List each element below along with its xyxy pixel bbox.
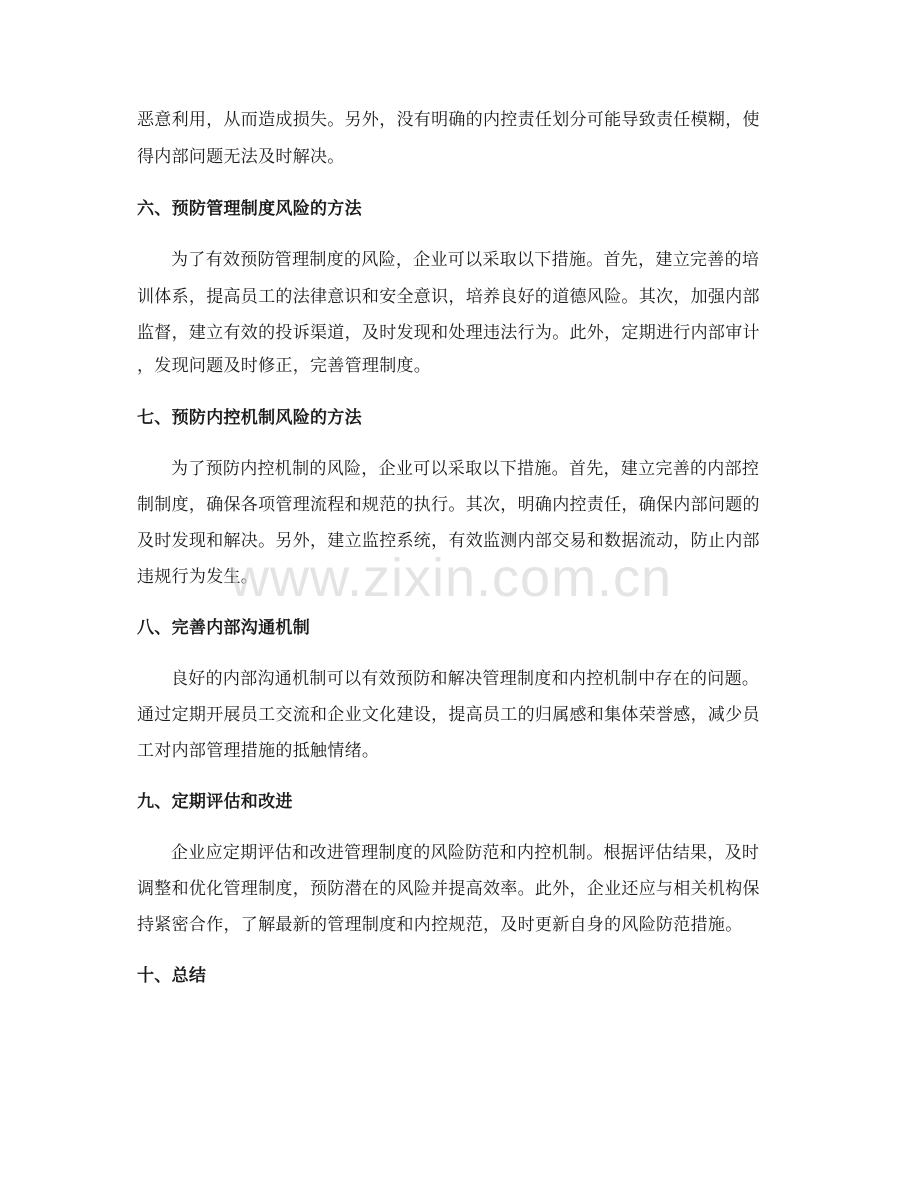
paragraph-line: 良好的内部沟通机制可以有效预防和解决管理制度和内控机制中存在的问题。 bbox=[171, 669, 760, 689]
paragraph-line: 持紧密合作，了解最新的管理制度和内控规范，及时更新自身的风险防范措施。 bbox=[137, 915, 743, 935]
paragraph-line: 工对内部管理措施的抵触情绪。 bbox=[137, 741, 380, 761]
paragraph-line: 违规行为发生。 bbox=[137, 567, 259, 587]
section-heading-8: 八、完善内部沟通机制 bbox=[137, 618, 310, 638]
paragraph-line: 监督，建立有效的投诉渠道，及时发现和处理违法行为。此外，定期进行内部审计 bbox=[137, 323, 760, 343]
section-heading-7: 七、预防内控机制风险的方法 bbox=[137, 408, 362, 428]
paragraph-line: 企业应定期评估和改进管理制度的风险防范和内控机制。根据评估结果，及时 bbox=[171, 843, 760, 863]
paragraph-line: 训体系，提高员工的法律意识和安全意识，培养良好的道德风险。其次，加强内部 bbox=[137, 287, 760, 307]
watermark: www.zixin.com.cn bbox=[230, 548, 673, 608]
paragraph-line: 为了有效预防管理制度的风险，企业可以采取以下措施。首先，建立完善的培 bbox=[171, 250, 760, 270]
paragraph-line: 制制度，确保各项管理流程和规范的执行。其次，明确内控责任，确保内部问题的 bbox=[137, 495, 760, 515]
paragraph-line: 通过定期开展员工交流和企业文化建设，提高员工的归属感和集体荣誉感，减少员 bbox=[137, 705, 760, 725]
section-heading-9: 九、定期评估和改进 bbox=[137, 792, 293, 812]
section-heading-6: 六、预防管理制度风险的方法 bbox=[137, 199, 362, 219]
section-heading-10: 十、总结 bbox=[137, 966, 207, 986]
paragraph-line: 及时发现和解决。另外，建立监控系统，有效监测内部交易和数据流动，防止内部 bbox=[137, 531, 760, 551]
paragraph-line: 得内部问题无法及时解决。 bbox=[137, 147, 345, 167]
paragraph-line: 调整和优化管理制度，预防潜在的风险并提高效率。此外，企业还应与相关机构保 bbox=[137, 879, 760, 899]
paragraph-line: ，发现问题及时修正，完善管理制度。 bbox=[137, 356, 432, 376]
paragraph-line: 恶意利用，从而造成损失。另外，没有明确的内控责任划分可能导致责任模糊，使 bbox=[137, 110, 760, 130]
paragraph-line: 为了预防内控机制的风险，企业可以采取以下措施。首先，建立完善的内部控 bbox=[171, 459, 760, 479]
